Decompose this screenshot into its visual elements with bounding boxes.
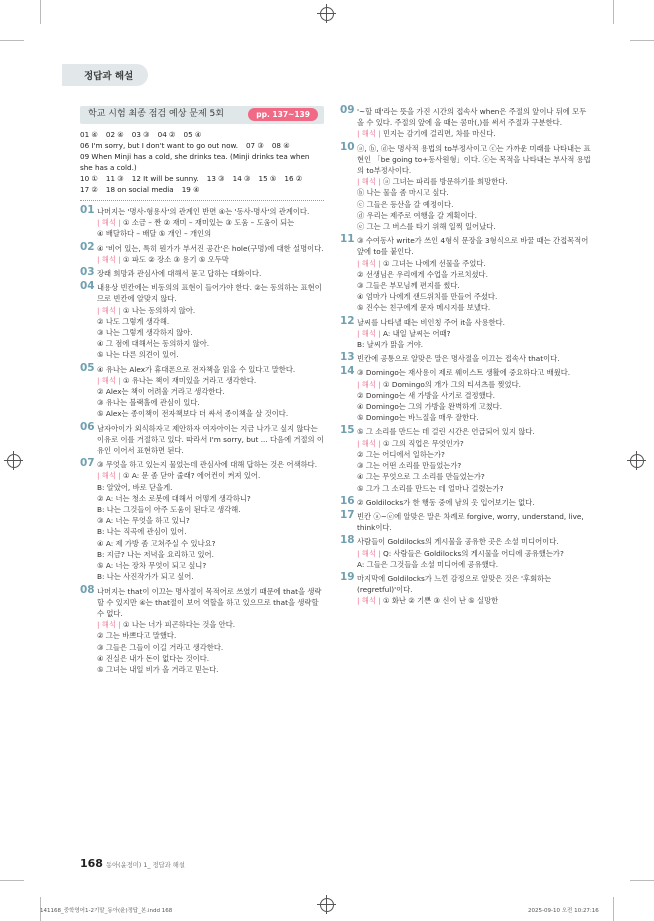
item-explanation: ③ 무엇을 하고 있는지 물었는데 관심사에 대해 답하는 것은 어색하다.: [97, 460, 318, 470]
translation-line: [97, 560, 324, 571]
translation-text: ④ 그 점에 대해서는 동의하지 않아.: [97, 339, 210, 349]
translation-line: [97, 653, 324, 664]
explanation-item: [80, 240, 324, 265]
translation-text: ④ Domingo는 그의 가방을 완벽하게 고쳤다.: [357, 402, 503, 412]
translation-text: A: 내일 날씨는 어때?: [382, 328, 451, 338]
item-number: 15: [340, 424, 355, 437]
print-slug-file: 141168_중학영어1-2기말_동아(윤)정답_본.indd 168: [40, 908, 173, 914]
translation-line: [357, 176, 594, 187]
translation-line: [357, 390, 594, 401]
translation-tag: | 해석 |: [97, 375, 121, 385]
translation-text: ① 파도 ② 장소 ③ 용기 ⑤ 오두막: [122, 254, 229, 264]
translation-tag: | 해석 |: [357, 438, 381, 448]
item-explanation: 사람들이 Goldilocks의 게시물을 공유한 곳은 소셜 미디어이다.: [357, 537, 559, 547]
item-explanation: 빈칸 ⓐ~ⓔ에 알맞은 말은 차례로 forgive, worry, understand, live, think이다.: [357, 511, 584, 533]
translation-line: [357, 471, 594, 482]
translation-line: [97, 619, 324, 630]
translation-text: B: 날씨가 맑을 거야.: [357, 340, 424, 350]
answer-entry: 08 ④: [271, 141, 290, 150]
item-explanation: ⓐ, ⓑ, ⓓ는 명사적 용법의 to부정사이고 ⓒ는 가까운 미래를 나타내는 표현인 「be going to+동사원형」이다. ⓔ는 목적을 나타내는 부사적 용법의 to부정사이다.: [357, 143, 591, 176]
print-slug-date: 2025-09-10 오전 10:27:16: [528, 908, 599, 914]
translation-tag: | 해석 |: [97, 254, 121, 264]
translation-text: ⓓ 우리는 제주로 여행을 갈 계획이다.: [357, 210, 477, 220]
explanation-item: [340, 106, 594, 140]
translation-line: [97, 538, 324, 549]
translation-line: [357, 269, 594, 280]
explanation-item: [80, 459, 324, 582]
item-number: 01: [80, 204, 95, 216]
item-explanation: ③ Domingo는 재사용이 제로 웨이스트 생활에 중요하다고 배웠다.: [357, 368, 571, 378]
translation-line: [97, 408, 324, 419]
item-number: 17: [340, 508, 355, 521]
crop-line: [630, 40, 654, 41]
translation-line: [357, 328, 594, 339]
translation-line: [357, 128, 594, 139]
explanation-item: [80, 282, 324, 360]
translation-line: [357, 449, 594, 460]
item-number: 19: [340, 570, 355, 583]
translation-line: [97, 482, 324, 493]
answer-entry: 14 ③: [232, 174, 251, 183]
item-explanation: ③ 수여동사 write가 쓰인 4형식 문장을 3형식으로 바꿀 때는 간접목적어 앞에 to를 붙인다.: [357, 236, 589, 257]
crop-line: [0, 880, 24, 881]
translation-line: [357, 199, 594, 210]
translation-tag: | 해석 |: [357, 129, 381, 139]
translation-line: [97, 397, 324, 408]
item-number: 03: [80, 266, 95, 279]
registration-mark-left: [7, 454, 21, 468]
answer-entry: 10 ①: [80, 174, 98, 183]
translation-text: B: 지금? 나는 저녁을 요리하고 있어.: [97, 549, 214, 559]
explanation-item: [340, 353, 594, 364]
registration-mark-top: [320, 7, 334, 21]
item-number: 07: [80, 457, 95, 470]
translation-text: ⓐ 그녀는 파리를 방문하기를 희망한다.: [382, 177, 508, 187]
answer-entry: 09 When Minji has a cold, she drinks tea. (Minji drinks tea when she has a cold.): [80, 152, 310, 172]
translation-tag: | 해석 |: [357, 548, 381, 558]
translation-text: ② 나도 그렇게 생각해.: [97, 316, 170, 326]
translation-line: [97, 526, 324, 537]
translation-tag: | 해석 |: [357, 596, 381, 606]
translation-line: [97, 571, 324, 582]
page-number: 168: [80, 857, 103, 870]
translation-line: [97, 493, 324, 504]
answer-entry: 16 ②: [284, 174, 303, 183]
translation-text: ③ 그는 어떤 소리를 만들었는가?: [357, 461, 462, 471]
translation-text: B: 나는 직곡에 관심이 있어.: [97, 527, 187, 537]
right-column: [340, 106, 594, 610]
translation-text: ⑤ Domingo는 바느질을 매우 잘한다.: [357, 413, 479, 423]
crop-line: [630, 880, 654, 881]
translation-line: [357, 302, 594, 313]
translation-text: ③ 나는 그렇게 생각하지 않아.: [97, 328, 193, 338]
item-number: 04: [80, 280, 95, 293]
translation-line: [357, 379, 594, 390]
item-number: 10: [340, 140, 355, 153]
translation-line: [97, 549, 324, 560]
translation-line: [357, 412, 594, 423]
book-label: 동아(윤정미) 1_ 정답과 해설: [106, 862, 185, 869]
translation-text: ① 나는 동의하지 않아.: [122, 305, 196, 315]
translation-line: [97, 349, 324, 360]
translation-tag: | 해석 |: [357, 379, 381, 389]
item-number: 08: [80, 583, 95, 596]
item-explanation: 나머지는 that이 이끄는 명사절이 목적어로 쓰였기 때문에 that을 생략할 수 있지만 ④는 that절이 보어 역할을 하고 있으므로 that을 생략할 수 없다.: [97, 586, 322, 618]
item-number: 16: [340, 494, 355, 507]
answer-entry: 18 on social media: [105, 185, 174, 194]
translation-line: [97, 375, 324, 386]
translation-line: [357, 595, 594, 606]
translation-text: ⑤ 그녀는 내일 비가 올 거라고 믿는다.: [97, 664, 219, 674]
translation-line: [97, 386, 324, 397]
answer-entry: 15 ⑤: [258, 174, 277, 183]
item-number: 02: [80, 240, 95, 253]
translation-line: [97, 642, 324, 653]
answer-entry: 13 ③: [206, 174, 225, 183]
translation-line: [97, 316, 324, 327]
answer-entry: 04 ②: [157, 130, 176, 139]
divider: [80, 200, 324, 201]
translation-text: ② 그는 바쁘다고 말했다.: [97, 631, 177, 641]
item-number: 13: [340, 351, 355, 364]
explanation-list-left: [80, 206, 324, 675]
translation-text: ① 유나는 책이 재미있을 거라고 생각한다.: [122, 375, 257, 385]
translation-text: B: 나는 그것들이 아주 도움이 된다고 생각해.: [97, 505, 241, 515]
quiz-title: 학교 시험 최종 점검 예상 문제 5회: [88, 109, 224, 119]
translation-tag: | 해석 |: [97, 218, 121, 228]
translation-text: ④ 진실은 내가 돈이 없다는 것이다.: [97, 653, 210, 663]
translation-text: ⑤ 나는 다른 의견이 있어.: [97, 350, 179, 360]
item-explanation: 날씨를 나타낼 때는 비인칭 주어 it을 사용한다.: [357, 317, 506, 327]
translation-line: [357, 339, 594, 350]
translation-line: [357, 210, 594, 221]
translation-text: A: 그들은 그것들을 소셜 미디어에 공유했다.: [357, 559, 499, 569]
item-explanation: 장래 희망과 관심사에 대해서 묻고 답하는 대화이다.: [97, 269, 262, 279]
translation-text: ③ 그들은 그들이 이길 거라고 생각한다.: [97, 642, 224, 652]
translation-text: ② Domingo는 새 가방을 사기로 결정했다.: [357, 390, 495, 400]
translation-text: B: 나는 사진작가가 되고 싶어.: [97, 572, 194, 582]
translation-text: ① 그의 직업은 무엇인가?: [382, 438, 464, 448]
translation-text: ① 나는 너가 피곤하다는 것을 안다.: [122, 620, 236, 630]
explanation-item: [340, 494, 594, 508]
item-explanation: 빈칸에 공통으로 알맞은 말은 명사절을 이끄는 접속사 that이다.: [357, 354, 560, 364]
answer-entry: 11 ③: [105, 174, 124, 183]
translation-text: ② A: 너는 청소 로봇에 대해서 어떻게 생각하니?: [97, 493, 251, 503]
translation-line: [97, 515, 324, 526]
answer-entry: 12 It will be sunny.: [131, 174, 199, 183]
translation-line: [357, 280, 594, 291]
answer-entry: 02 ④: [105, 130, 124, 139]
item-explanation: ⑤ 그 소리를 만드는 데 걸린 시간은 언급되어 있지 않다.: [357, 427, 535, 437]
answer-entry: 17 ②: [80, 185, 98, 194]
item-number: 12: [340, 314, 355, 327]
explanation-list-right: [340, 106, 594, 607]
explanation-item: [340, 367, 594, 423]
translation-line: [357, 258, 594, 269]
translation-line: [97, 504, 324, 515]
translation-line: [357, 187, 594, 198]
translation-text: ④ 배달하다 – 배달 ⑤ 개인 – 개인의: [97, 229, 212, 239]
translation-text: ② 선생님은 우리에게 수업을 가르치셨다.: [357, 269, 488, 279]
translation-text: ⓑ 나는 물을 좀 마시고 싶다.: [357, 188, 449, 198]
explanation-item: [80, 206, 324, 240]
translation-text: ⓔ 그는 그 버스를 타기 위해 일찍 일어났다.: [357, 222, 496, 232]
answer-entry: 06 I'm sorry, but I don't want to go out now.: [80, 141, 238, 150]
translation-text: ① 그녀는 나에게 선물을 주었다.: [382, 258, 486, 268]
translation-text: ⑤ 진수는 친구에게 문자 메시지를 보냈다.: [357, 303, 491, 313]
answer-entry: 01 ④: [80, 130, 98, 139]
translation-tag: | 해석 |: [97, 620, 121, 630]
translation-text: ① A: 문 좀 닫아 줄래? 에어컨이 켜져 있어.: [122, 471, 261, 481]
item-number: 05: [80, 361, 95, 374]
item-number: 09: [340, 104, 355, 116]
answer-key: [80, 129, 324, 195]
answer-entry: 19 ④: [181, 185, 200, 194]
crop-line: [0, 40, 24, 41]
translation-text: ③ 그들은 부모님께 편지를 썼다.: [357, 281, 460, 291]
translation-line: [357, 221, 594, 232]
explanation-item: [340, 570, 594, 607]
translation-line: [97, 217, 324, 228]
translation-text: ④ 엄마가 나에게 샌드위치를 만들어 주셨다.: [357, 292, 498, 302]
translation-text: ① 소금 – 짠 ② 재미 – 재미있는 ③ 도움 – 도움이 되는: [122, 218, 295, 228]
section-tab-label: 정답과 해설: [84, 71, 134, 82]
item-explanation: ④ 유나는 Alex가 휴대폰으로 전자책을 읽을 수 있다고 말한다.: [97, 364, 296, 374]
translation-text: 민지는 감기에 걸리면, 차를 마신다.: [382, 129, 496, 139]
item-explanation: ④ '비어 있는, 특히 뭔가가 부서진 공간'은 hole(구멍)에 대한 설명이다.: [97, 243, 324, 253]
translation-tag: | 해석 |: [97, 305, 121, 315]
crop-line: [40, 0, 41, 24]
translation-line: [357, 483, 594, 494]
explanation-item: [340, 140, 594, 233]
item-explanation: 남자아이가 외식하자고 제안하자 여자아이는 지금 나가고 싶지 않다는 이유로 이를 거절하고 있다. 따라서 I'm sorry, but ... 다음에 거절의 이유인 이어서 표현하면 된다.: [97, 423, 324, 456]
translation-text: ⑤ 그가 그 소리를 만드는 데 얼마나 걸렸는가?: [357, 483, 504, 493]
translation-line: [97, 228, 324, 239]
explanation-item: [80, 420, 324, 457]
item-number: 14: [340, 365, 355, 378]
explanation-item: [80, 583, 324, 676]
item-explanation: ② Goldilocks가 한 행동 중에 남의 옷 입어보기는 없다.: [357, 497, 535, 507]
item-explanation: 나머지는 '명사-형용사'의 관계인 반면 ④는 '동사-명사'의 관계이다.: [97, 207, 310, 216]
registration-mark-right: [630, 454, 644, 468]
registration-mark-bottom: [320, 898, 334, 912]
item-number: 06: [80, 420, 95, 433]
quiz-title-bar: [80, 106, 324, 124]
translation-text: ⓒ 그들은 등산을 갈 예정이다.: [357, 199, 454, 209]
item-number: 18: [340, 534, 355, 547]
translation-line: [357, 401, 594, 412]
crop-line: [613, 897, 614, 921]
translation-text: ⑤ Alex는 종이책이 전자책보다 더 싸서 종이책을 살 것이다.: [97, 409, 289, 419]
translation-text: ① Domingo의 개가 그의 티셔츠를 찢었다.: [382, 379, 521, 389]
translation-line: [97, 305, 324, 316]
translation-line: [97, 664, 324, 675]
translation-text: B: 알았어, 바로 닫을게.: [97, 482, 173, 492]
translation-line: [357, 438, 594, 449]
explanation-item: [80, 361, 324, 420]
translation-line: [357, 291, 594, 302]
translation-line: [97, 630, 324, 641]
translation-line: [357, 460, 594, 471]
translation-text: ① 화난 ② 기쁜 ③ 신이 난 ⑤ 실망한: [382, 596, 499, 606]
translation-line: [97, 254, 324, 265]
translation-line: [357, 559, 594, 570]
crop-line: [613, 0, 614, 24]
explanation-item: [340, 235, 594, 313]
answer-entry: 05 ④: [183, 130, 202, 139]
translation-text: ③ A: 너는 무엇을 하고 있니?: [97, 516, 190, 526]
explanation-item: [340, 426, 594, 493]
answer-entry: 07 ③: [245, 141, 264, 150]
explanation-item: [340, 314, 594, 351]
answer-entry: 03 ③: [131, 130, 150, 139]
translation-text: ⑤ A: 너는 장차 무엇이 되고 싶니?: [97, 561, 207, 571]
explanation-item: [340, 536, 594, 570]
translation-text: ② Alex는 책이 어려울 거라고 생각한다.: [97, 387, 225, 397]
translation-tag: | 해석 |: [357, 177, 381, 187]
translation-line: [97, 327, 324, 338]
left-column: [80, 106, 324, 678]
translation-line: [97, 470, 324, 481]
translation-text: ④ 그는 무엇으로 그 소리를 만들었는가?: [357, 472, 485, 482]
page-range-badge: pp. 137~139: [248, 108, 318, 121]
item-explanation: 내용상 빈칸에는 비동의의 표현이 들어가야 한다. ②는 동의하는 표현이므로 빈칸에 알맞지 않다.: [97, 283, 322, 304]
translation-text: Q: 사람들은 Goldilocks의 게시물을 어디에 공유했는가?: [382, 548, 564, 558]
item-explanation: 마지막에 Goldilocks가 느낀 감정으로 알맞은 것은 '후회하는 (regretful)'이다.: [357, 573, 552, 595]
translation-line: [357, 548, 594, 559]
explanation-item: [340, 508, 594, 533]
translation-tag: | 해석 |: [357, 258, 381, 268]
translation-text: ③ 유나는 블랙홀에 관심이 있다.: [97, 398, 200, 408]
translation-tag: | 해석 |: [97, 471, 121, 481]
translation-text: ② 그는 어디에서 일하는가?: [357, 449, 445, 459]
explanation-item: [80, 268, 324, 279]
translation-tag: | 해석 |: [357, 328, 381, 338]
translation-text: ④ A: 제 가방 좀 고쳐주실 수 있나요?: [97, 538, 216, 548]
section-tab: [62, 64, 148, 86]
translation-line: [97, 338, 324, 349]
item-explanation: '~할 때'라는 뜻을 가진 시간의 접속사 when은 주절의 앞이나 뒤에 모두 올 수 있다. 주절의 앞에 올 때는 콤마(,)를 써서 주절과 구분한다.: [357, 107, 587, 128]
item-number: 11: [340, 233, 355, 246]
